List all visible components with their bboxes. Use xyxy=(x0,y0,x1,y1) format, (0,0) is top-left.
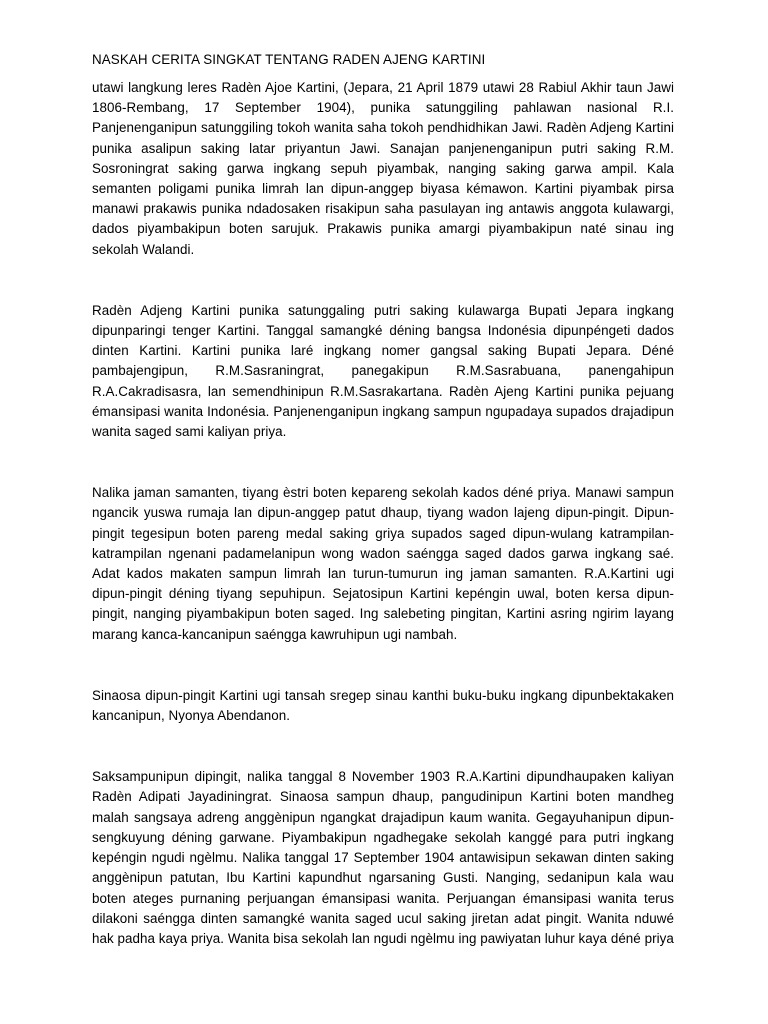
paragraph-4: Sinaosa dipun-pingit Kartini ugi tansah sregep sinau kanthi buku-buku ingkang dipunbektakaken kancanipun, Nyonya Abendanon. xyxy=(92,687,674,724)
paragraph-1: utawi langkung leres Radèn Ajoe Kartini, (Jepara, 21 April 1879 utawi 28 Rabiul Akhir taun Jawi 1806-Rembang, 17 September 1904), punika satunggiling pahlawan nasional R.I. Panjenenganipun satunggiling tokoh wanita saha tokoh pendhidhikan Jawi. Radèn Adjeng Kartini punika asalipun saking latar priyantun Jawi. Sanajan panjenenganipun putri saking R.M. Sosroningrat saking garwa ingkang sepuh piyambak, nanging saking garwa ampil. Kala semanten poligami punika limrah lan dipun-anggep biyasa kémawon. Kartini piyambak pirsa manawi prakawis punika ndadosaken risakipun saha pasulayan ing antawis anggota kulawargi, dados piyambakipun boten sarujuk. Prakawis punika amargi piyambakipun naté sinau ing sekolah Walandi. xyxy=(92,80,674,257)
document-title: NASKAH CERITA SINGKAT TENTANG RADEN AJENG KARTINI xyxy=(92,52,486,67)
document-page xyxy=(92,50,674,949)
paragraph-5: Saksampunipun dipingit, nalika tanggal 8 November 1903 R.A.Kartini dipundhaupaken kaliyan Radèn Adipati Jayadiningrat. Sinaosa sampun dhaup, pangudinipun Kartini boten mandheg malah sangsaya adreng anggènipun ngangkat drajadipun kaum wanita. Gegayuhanipun dipun-sengkuyung déning garwane. Piyambakipun ngadhegake sekolah kanggé para putri ingkang kepéngin ngudi ngèlmu. Nalika tanggal 17 September 1904 antawisipun sekawan dinten saking anggènipun patutan, Ibu Kartini kapundhut ngarsaning Gusti. Nanging, sedanipun kala wau boten ateges purnaning perjuangan émansipasi wanita. Perjuangan émansipasi wanita terus dilakoni saéngga dinten samangké wanita saged ucul saking jiretan adat pingit. Wanita nduwé hak padha kaya priya. Wanita bisa sekolah lan ngudi ngèlmu ing pawiyatan luhur kaya déné priya xyxy=(92,769,674,946)
paragraph-3: Nalika jaman samanten, tiyang èstri boten kepareng sekolah kados déné priya. Manawi sampun ngancik yuswa rumaja lan dipun-anggep patut dhaup, tiyang wadon lajeng dipun-pingit. Dipun-pingit tegesipun boten pareng medal saking griya supados saged dipun-wulang katrampilan-katrampilan ngenani padamelanipun wong wadon saéngga saged dados garwa ingkang saé. Adat kados makaten sampun limrah lan turun-tumurun ing jaman samanten. R.A.Kartini ugi dipun-pingit déning tiyang sepuhipun. Sejatosipun Kartini kepéngin uwal, boten kersa dipun-pingit, nanging piyambakipun boten saged. Ing salebeting pingitan, Kartini asring ngirim layang marang kanca-kancanipun saéngga kawruhipun ugi nambah. xyxy=(92,485,674,642)
paragraph-2: Radèn Adjeng Kartini punika satunggaling putri saking kulawarga Bupati Jepara ingkang dipunparingi tenger Kartini. Tanggal samangké déning bangsa Indonésia dipunpéngeti dados dinten Kartini. Kartini punika laré ingkang nomer gangsal saking Bupati Jepara. Déné pambajengipun, R.M.Sasraningrat, panegakipun R.M.Sasrabuana, panengahipun R.A.Cakradisasra, lan semendhinipun R.M.Sasrakartana. Radèn Ajeng Kartini punika pejuang émansipasi wanita Indonésia. Panjenenganipun ingkang sampun ngupadaya supados drajadipun wanita saged sami kaliyan priya. xyxy=(92,302,674,440)
